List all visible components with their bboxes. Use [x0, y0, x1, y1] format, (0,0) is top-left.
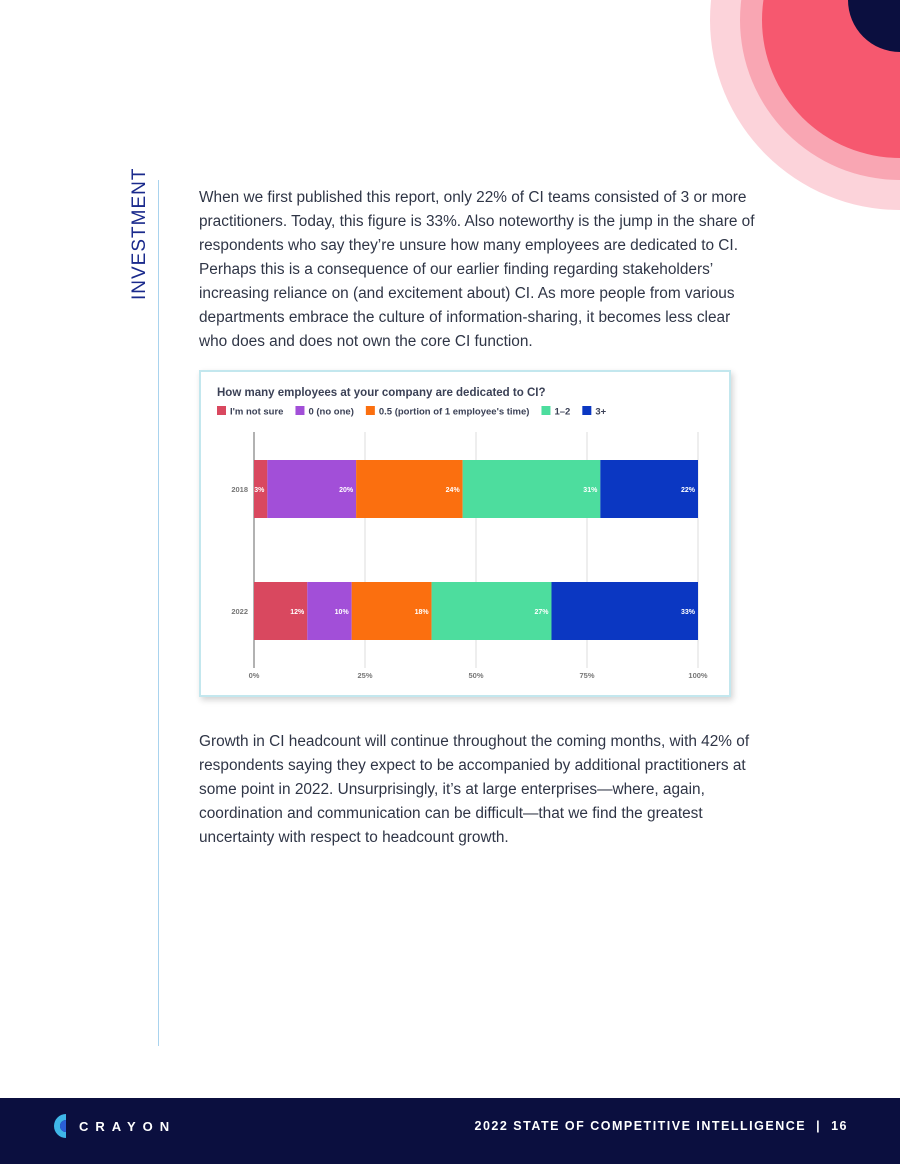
data-label: 33%: [680, 609, 695, 616]
legend-swatch: [295, 406, 304, 415]
x-tick-label: 25%: [357, 671, 373, 680]
footer-report-info: [475, 1119, 848, 1133]
x-tick-label: 0%: [248, 671, 260, 680]
legend-label: 1–2: [554, 406, 571, 418]
body-paragraph-2: Growth in CI headcount will continue throughout the coming months, with 42% of respondents saying they expect to be accompanied by additional practitioners at some point in 2022. Unsurprisingly, it’s at large enterprises—where, again, coordination and communication can be difficult—that we find the greatest uncertainty with respect to headcount growth.: [199, 733, 750, 846]
footer-bar: [0, 1098, 900, 1164]
data-label: 31%: [583, 487, 598, 494]
x-tick-label: 75%: [579, 671, 595, 680]
section-title: INVESTMENT: [129, 167, 150, 300]
footer-separator: |: [816, 1119, 822, 1133]
legend-label: I'm not sure: [230, 406, 284, 418]
page-number: 16: [831, 1119, 848, 1133]
category-label: 2018: [231, 485, 248, 494]
x-tick-label: 50%: [468, 671, 484, 680]
legend-swatch: [582, 406, 591, 415]
data-label: 12%: [290, 609, 305, 616]
section-rule: [158, 180, 159, 1046]
bar-segment: [551, 582, 698, 640]
data-label: 22%: [680, 487, 695, 494]
bar-segment: [463, 460, 601, 518]
chart-title: How many employees at your company are dedicated to CI?: [217, 387, 546, 399]
data-label: 20%: [339, 487, 354, 494]
body-paragraph-1: When we first published this report, only 22% of CI teams consisted of 3 or more practitioners. Today, this figure is 33%. Also noteworthy is the jump in the share of respondents who say they’re unsure how many employees are dedicated to CI. Perhaps this is a consequence of our earlier finding regarding stakeholders’ increasing reliance on (and excitement about) CI. As more people from various departments embrace the culture of information-sharing, it becomes less clear who does and does not own the core CI function.: [199, 189, 755, 350]
data-label: 3%: [254, 487, 265, 494]
data-label: 24%: [445, 487, 460, 494]
legend-label: 0.5 (portion of 1 employee's time): [378, 406, 530, 418]
legend-swatch: [217, 406, 226, 415]
legend-label: 3+: [595, 406, 607, 418]
brand-wordmark: CRAYON: [79, 1119, 177, 1134]
legend-swatch: [541, 406, 550, 415]
x-tick-label: 100%: [688, 671, 708, 680]
legend-swatch: [366, 406, 375, 415]
chart-card: [199, 370, 731, 697]
data-label: 18%: [414, 609, 429, 616]
data-label: 10%: [334, 609, 349, 616]
data-label: 27%: [534, 609, 549, 616]
stacked-bar-chart: [201, 372, 729, 695]
category-label: 2022: [231, 607, 248, 616]
legend-label: 0 (no one): [308, 406, 354, 418]
report-title: 2022 STATE OF COMPETITIVE INTELLIGENCE: [474, 1119, 807, 1133]
crayon-logo-icon: [52, 1112, 76, 1140]
